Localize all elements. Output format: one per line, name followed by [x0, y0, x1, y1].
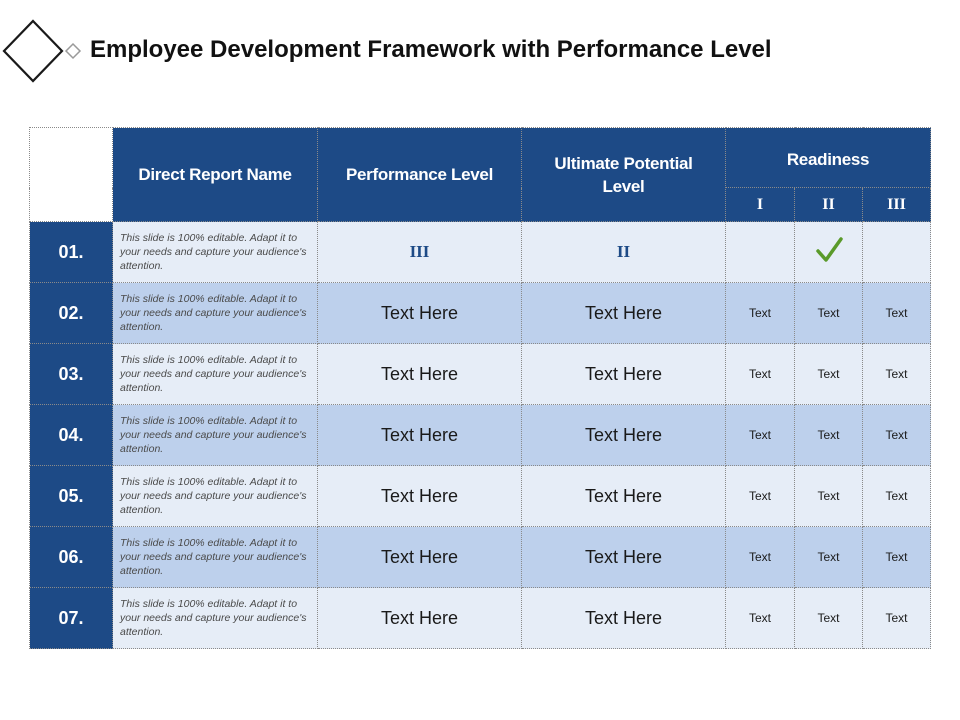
corner-cell	[30, 128, 113, 222]
row-description: This slide is 100% editable. Adapt it to your needs and capture your audience's attention.	[113, 283, 318, 344]
readiness-level-i: I	[726, 188, 795, 222]
readiness-cell: Text	[795, 405, 863, 466]
readiness-level-iii: III	[863, 188, 931, 222]
potential-level-value: Text Here	[522, 344, 726, 405]
table-row	[30, 466, 931, 527]
performance-level-value: III	[318, 222, 522, 283]
table-row	[30, 283, 931, 344]
readiness-cell: Text	[863, 588, 931, 649]
readiness-cell: Text	[863, 405, 931, 466]
readiness-cell: Text	[795, 344, 863, 405]
readiness-cell: Text	[795, 283, 863, 344]
potential-level-value: Text Here	[522, 588, 726, 649]
header-direct-report-name: Direct Report Name	[113, 128, 318, 222]
diamond-logo-icon	[0, 18, 90, 84]
performance-level-value: Text Here	[318, 283, 522, 344]
page-title: Employee Development Framework with Performance Level	[90, 36, 772, 63]
row-number: 02.	[30, 283, 113, 344]
row-number: 05.	[30, 466, 113, 527]
performance-level-value: Text Here	[318, 344, 522, 405]
table-row	[30, 527, 931, 588]
readiness-cell: Text	[726, 283, 795, 344]
row-description: This slide is 100% editable. Adapt it to your needs and capture your audience's attention.	[113, 466, 318, 527]
row-description: This slide is 100% editable. Adapt it to your needs and capture your audience's attention.	[113, 222, 318, 283]
readiness-cell	[726, 222, 795, 283]
potential-level-value: II	[522, 222, 726, 283]
readiness-cell	[863, 222, 931, 283]
table-row	[30, 344, 931, 405]
readiness-cell: Text	[726, 527, 795, 588]
readiness-cell: Text	[795, 527, 863, 588]
readiness-cell: Text	[795, 466, 863, 527]
readiness-cell	[795, 222, 863, 283]
readiness-cell: Text	[863, 466, 931, 527]
readiness-cell: Text	[863, 344, 931, 405]
readiness-cell: Text	[863, 527, 931, 588]
readiness-cell: Text	[863, 283, 931, 344]
header-ultimate-potential-level: Ultimate Potential Level	[522, 128, 726, 222]
header-performance-level: Performance Level	[318, 128, 522, 222]
readiness-cell: Text	[726, 405, 795, 466]
row-number: 01.	[30, 222, 113, 283]
row-number: 07.	[30, 588, 113, 649]
performance-level-value: Text Here	[318, 527, 522, 588]
potential-level-value: Text Here	[522, 405, 726, 466]
potential-level-value: Text Here	[522, 527, 726, 588]
row-description: This slide is 100% editable. Adapt it to your needs and capture your audience's attention.	[113, 405, 318, 466]
checkmark-icon	[814, 252, 844, 269]
row-number: 04.	[30, 405, 113, 466]
readiness-cell: Text	[795, 588, 863, 649]
header-readiness: Readiness	[726, 128, 931, 188]
row-description: This slide is 100% editable. Adapt it to your needs and capture your audience's attention.	[113, 344, 318, 405]
readiness-cell: Text	[726, 588, 795, 649]
potential-level-value: Text Here	[522, 466, 726, 527]
readiness-cell: Text	[726, 344, 795, 405]
row-description: This slide is 100% editable. Adapt it to your needs and capture your audience's attention.	[113, 527, 318, 588]
table-row	[30, 405, 931, 466]
row-number: 06.	[30, 527, 113, 588]
readiness-cell: Text	[726, 466, 795, 527]
table-row	[30, 222, 931, 283]
potential-level-value: Text Here	[522, 283, 726, 344]
performance-level-value: Text Here	[318, 588, 522, 649]
table-row	[30, 588, 931, 649]
performance-level-value: Text Here	[318, 466, 522, 527]
framework-table	[29, 127, 931, 649]
performance-level-value: Text Here	[318, 405, 522, 466]
readiness-level-ii: II	[795, 188, 863, 222]
row-description: This slide is 100% editable. Adapt it to your needs and capture your audience's attention.	[113, 588, 318, 649]
row-number: 03.	[30, 344, 113, 405]
